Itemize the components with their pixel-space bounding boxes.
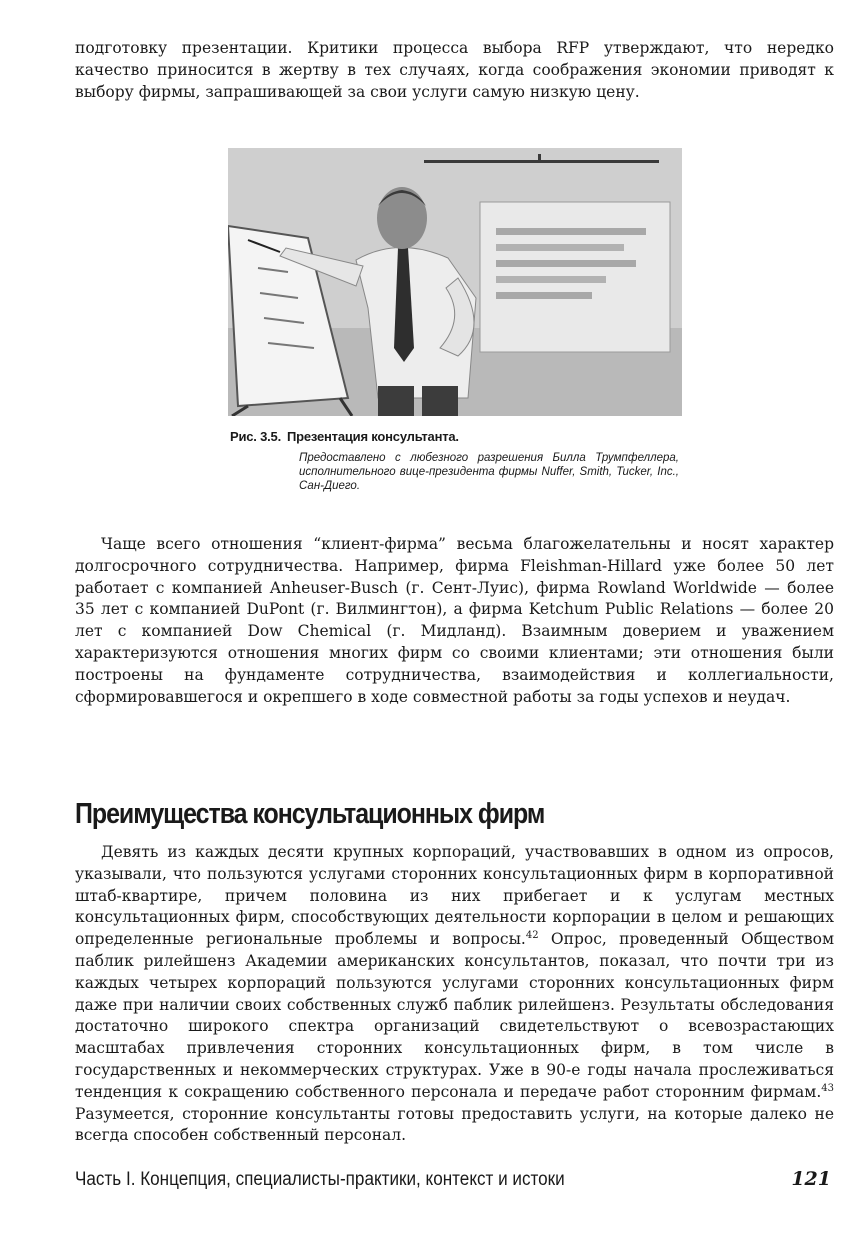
presenter-at-flipchart-photo	[228, 148, 682, 416]
survey-text-part2: Опрос, проведенный Обществом паблик рилейшенз Академии американских консультантов, показал, что почти три из каждых четырех корпораций пользуются услугами сторонних консультационных фирм даже при наличии своих собственных служб паблик рилейшенз. Результаты обследования достаточно широкого спектра организаций свидетельствуют о всевозрастающих масштабах привлечения сторонних консультационных фирм, в том числе в государственных и некоммерческих структурах. Уже в 90-е годы начала прослеживаться тенденция к сокращению собственного персонала и передаче работ сторонним фирмам.	[75, 930, 835, 1101]
survey-text-part3: Разумеется, сторонние консультанты готовы предоставить услуги, на которые далеко не всегда способен собственный персонал.	[75, 1104, 834, 1145]
figure-photo	[228, 148, 682, 416]
running-footer: Часть I. Концепция, специалисты-практики, контекст и истоки	[75, 1169, 565, 1190]
figure-credit: Предоставлено с любезного разрешения Билла Трумпфеллера, исполнительного вице-президента фирмы Nuffer, Smith, Tucker, Inc., Сан-Диего.	[299, 452, 679, 492]
figure-number: Рис. 3.5.	[230, 429, 281, 444]
paragraph-rfp-criticism: подготовку презентации. Критики процесса выбора RFP утверждают, что нередко качество приносится в жертву в тех случаях, когда соображения экономии приводят к выбору фирмы, запрашивающей за свои услуги самую низкую цену.	[75, 39, 834, 101]
footnote-ref-42: 42	[525, 930, 539, 942]
footnote-ref-43: 43	[821, 1082, 834, 1094]
paragraph-client-relations: Чаще всего отношения “клиент-фирма” весьма благожелательны и носят характер долгосрочного сотрудничества. Например, фирма Fleishman-Hillard уже более 50 лет работает с компанией Anheuser-Busch (г. Сент-Луис), фирма Rowland Worldwide — более 35 лет с компанией DuPont (г. Вилмингтон), а фирма Ketchum Public Relations — более 20 лет с компанией Dow Chemical (г. Мидланд). Взаимным доверием и уважением характеризуются отношения многих фирм со своими клиентами; эти отношения были построены на фундаменте сотрудничества, взаимодействия и коллегиальности, сформировавшегося и окрепшего в ходе совместной работы за годы успехов и неудач.	[75, 535, 834, 706]
figure-title-text: Презентация консультанта.	[287, 429, 459, 444]
paragraph-consulting-survey	[75, 842, 834, 1147]
figure-title	[230, 428, 690, 445]
survey-text-part1: Девять из каждых десяти крупных корпораций, участвовавших в одном из опросов, указывали, что пользуются услугами сторонних консультационных фирм в корпоративной штаб-квартире, причем половина из них прибегает и к услугам местных консультационных фирм, способствующих деятельности корпорации в целом и решающих определенные региональные проблемы и вопросы.	[75, 843, 834, 949]
section-heading: Преимущества консультационных фирм	[75, 798, 545, 830]
page-number: 121	[791, 1168, 831, 1190]
figure-caption	[230, 428, 690, 493]
